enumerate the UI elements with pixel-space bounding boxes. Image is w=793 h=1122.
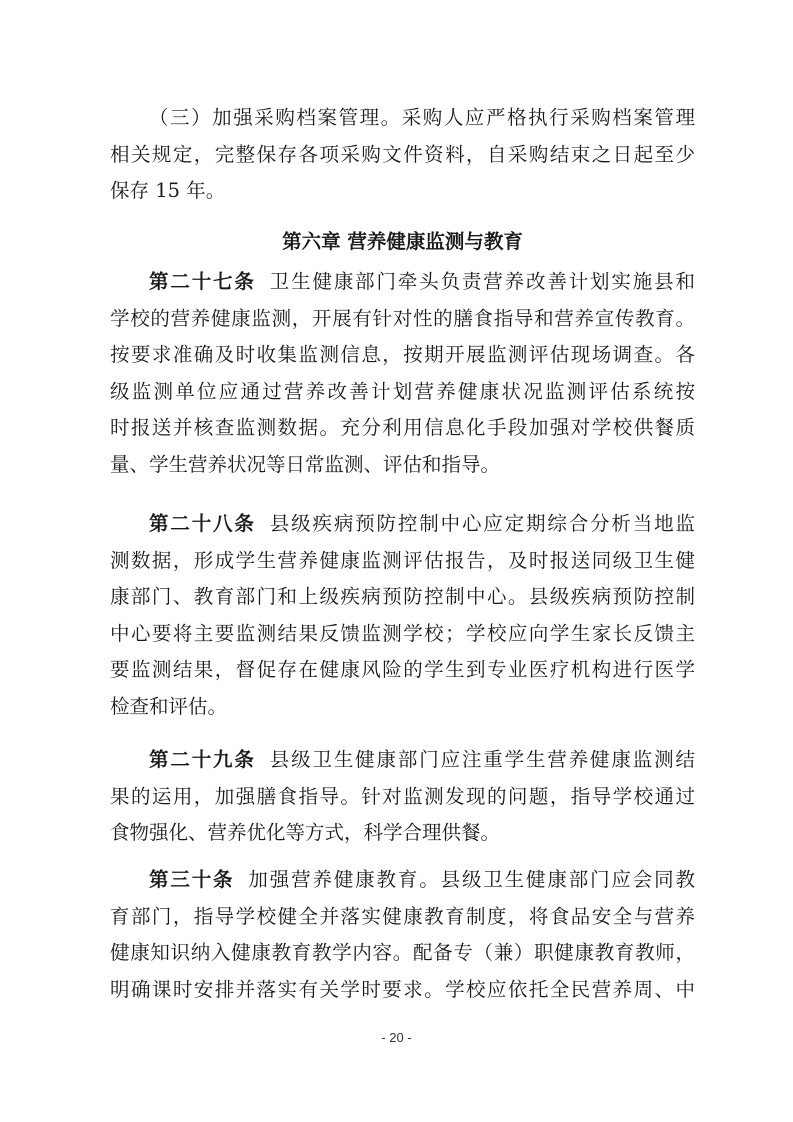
- section-3-paragraph: [110, 100, 695, 210]
- paragraph-line: [110, 264, 695, 301]
- paragraph-line: 食物强化、营养优化等方式，科学合理供餐。: [110, 821, 501, 844]
- paragraph-text: 县级疾病预防控制中心应定期综合分析当地监: [269, 512, 695, 535]
- chapter-title: 第六章 营养健康监测与教育: [282, 230, 523, 253]
- article-label: 第二十八条: [149, 512, 256, 535]
- page-number: - 20 -: [381, 1030, 412, 1045]
- article-label: 第二十九条: [149, 748, 256, 771]
- article-30-paragraph: [110, 862, 695, 1008]
- paragraph-text: 卫生健康部门牵头负责营养改善计划实施县和: [269, 270, 695, 293]
- article-label: 第二十七条: [149, 270, 256, 293]
- paragraph-line: 级监测单位应通过营养改善计划营养健康状况监测评估系统按: [110, 379, 695, 403]
- paragraph-line: 测数据，形成学生营养健康监测评估报告，及时报送同级卫生健: [110, 548, 695, 572]
- paragraph-line: （三）加强采购档案管理。采购人应严格执行采购档案管理: [149, 106, 695, 129]
- article-29-paragraph: [110, 742, 695, 852]
- paragraph-line: [110, 862, 695, 899]
- paragraph-line: 健康知识纳入健康教育教学内容。配备专（兼）职健康教育教师，: [110, 941, 695, 964]
- paragraph-line: 相关规定，完整保存各项采购文件资料，自采购结束之日起至少: [110, 142, 695, 166]
- paragraph-line: 果的运用，加强膳食指导。针对监测发现的问题，指导学校通过: [110, 784, 695, 808]
- paragraph-line: 康部门、教育部门和上级疾病预防控制中心。县级疾病预防控制: [110, 585, 695, 608]
- paragraph-line: 明确课时安排并落实有关学时要求。学校应依托全民营养周、中: [110, 977, 695, 1001]
- paragraph-line: 检查和评估。: [110, 694, 228, 718]
- paragraph-line: 时报送并核查监测数据。充分利用信息化手段加强对学校供餐质: [110, 416, 695, 439]
- paragraph-line: 要监测结果，督促存在健康风险的学生到专业医疗机构进行医学: [110, 658, 695, 681]
- paragraph-line: [110, 742, 695, 779]
- paragraph-text: 县级卫生健康部门应注重学生营养健康监测结: [269, 748, 695, 771]
- paragraph-line: 按要求准确及时收集监测信息，按期开展监测评估现场调查。各: [110, 343, 695, 366]
- paragraph-line: 育部门，指导学校健全并落实健康教育制度，将食品安全与营养: [110, 904, 695, 928]
- paragraph-line: 保存 15 年。: [110, 179, 226, 202]
- paragraph-line: 量、学生营养状况等日常监测、评估和指导。: [110, 452, 501, 476]
- article-label: 第三十条: [149, 868, 235, 891]
- article-28-paragraph: [110, 506, 695, 725]
- paragraph-line: [110, 506, 695, 543]
- article-27-paragraph: [110, 264, 695, 483]
- paragraph-line: 学校的营养健康监测，开展有针对性的膳食指导和营养宣传教育。: [110, 306, 695, 330]
- paragraph-text: 加强营养健康教育。县级卫生健康部门应会同教: [248, 868, 695, 891]
- paragraph-line: 中心要将主要监测结果反馈监测学校；学校应向学生家长反馈主: [110, 621, 695, 645]
